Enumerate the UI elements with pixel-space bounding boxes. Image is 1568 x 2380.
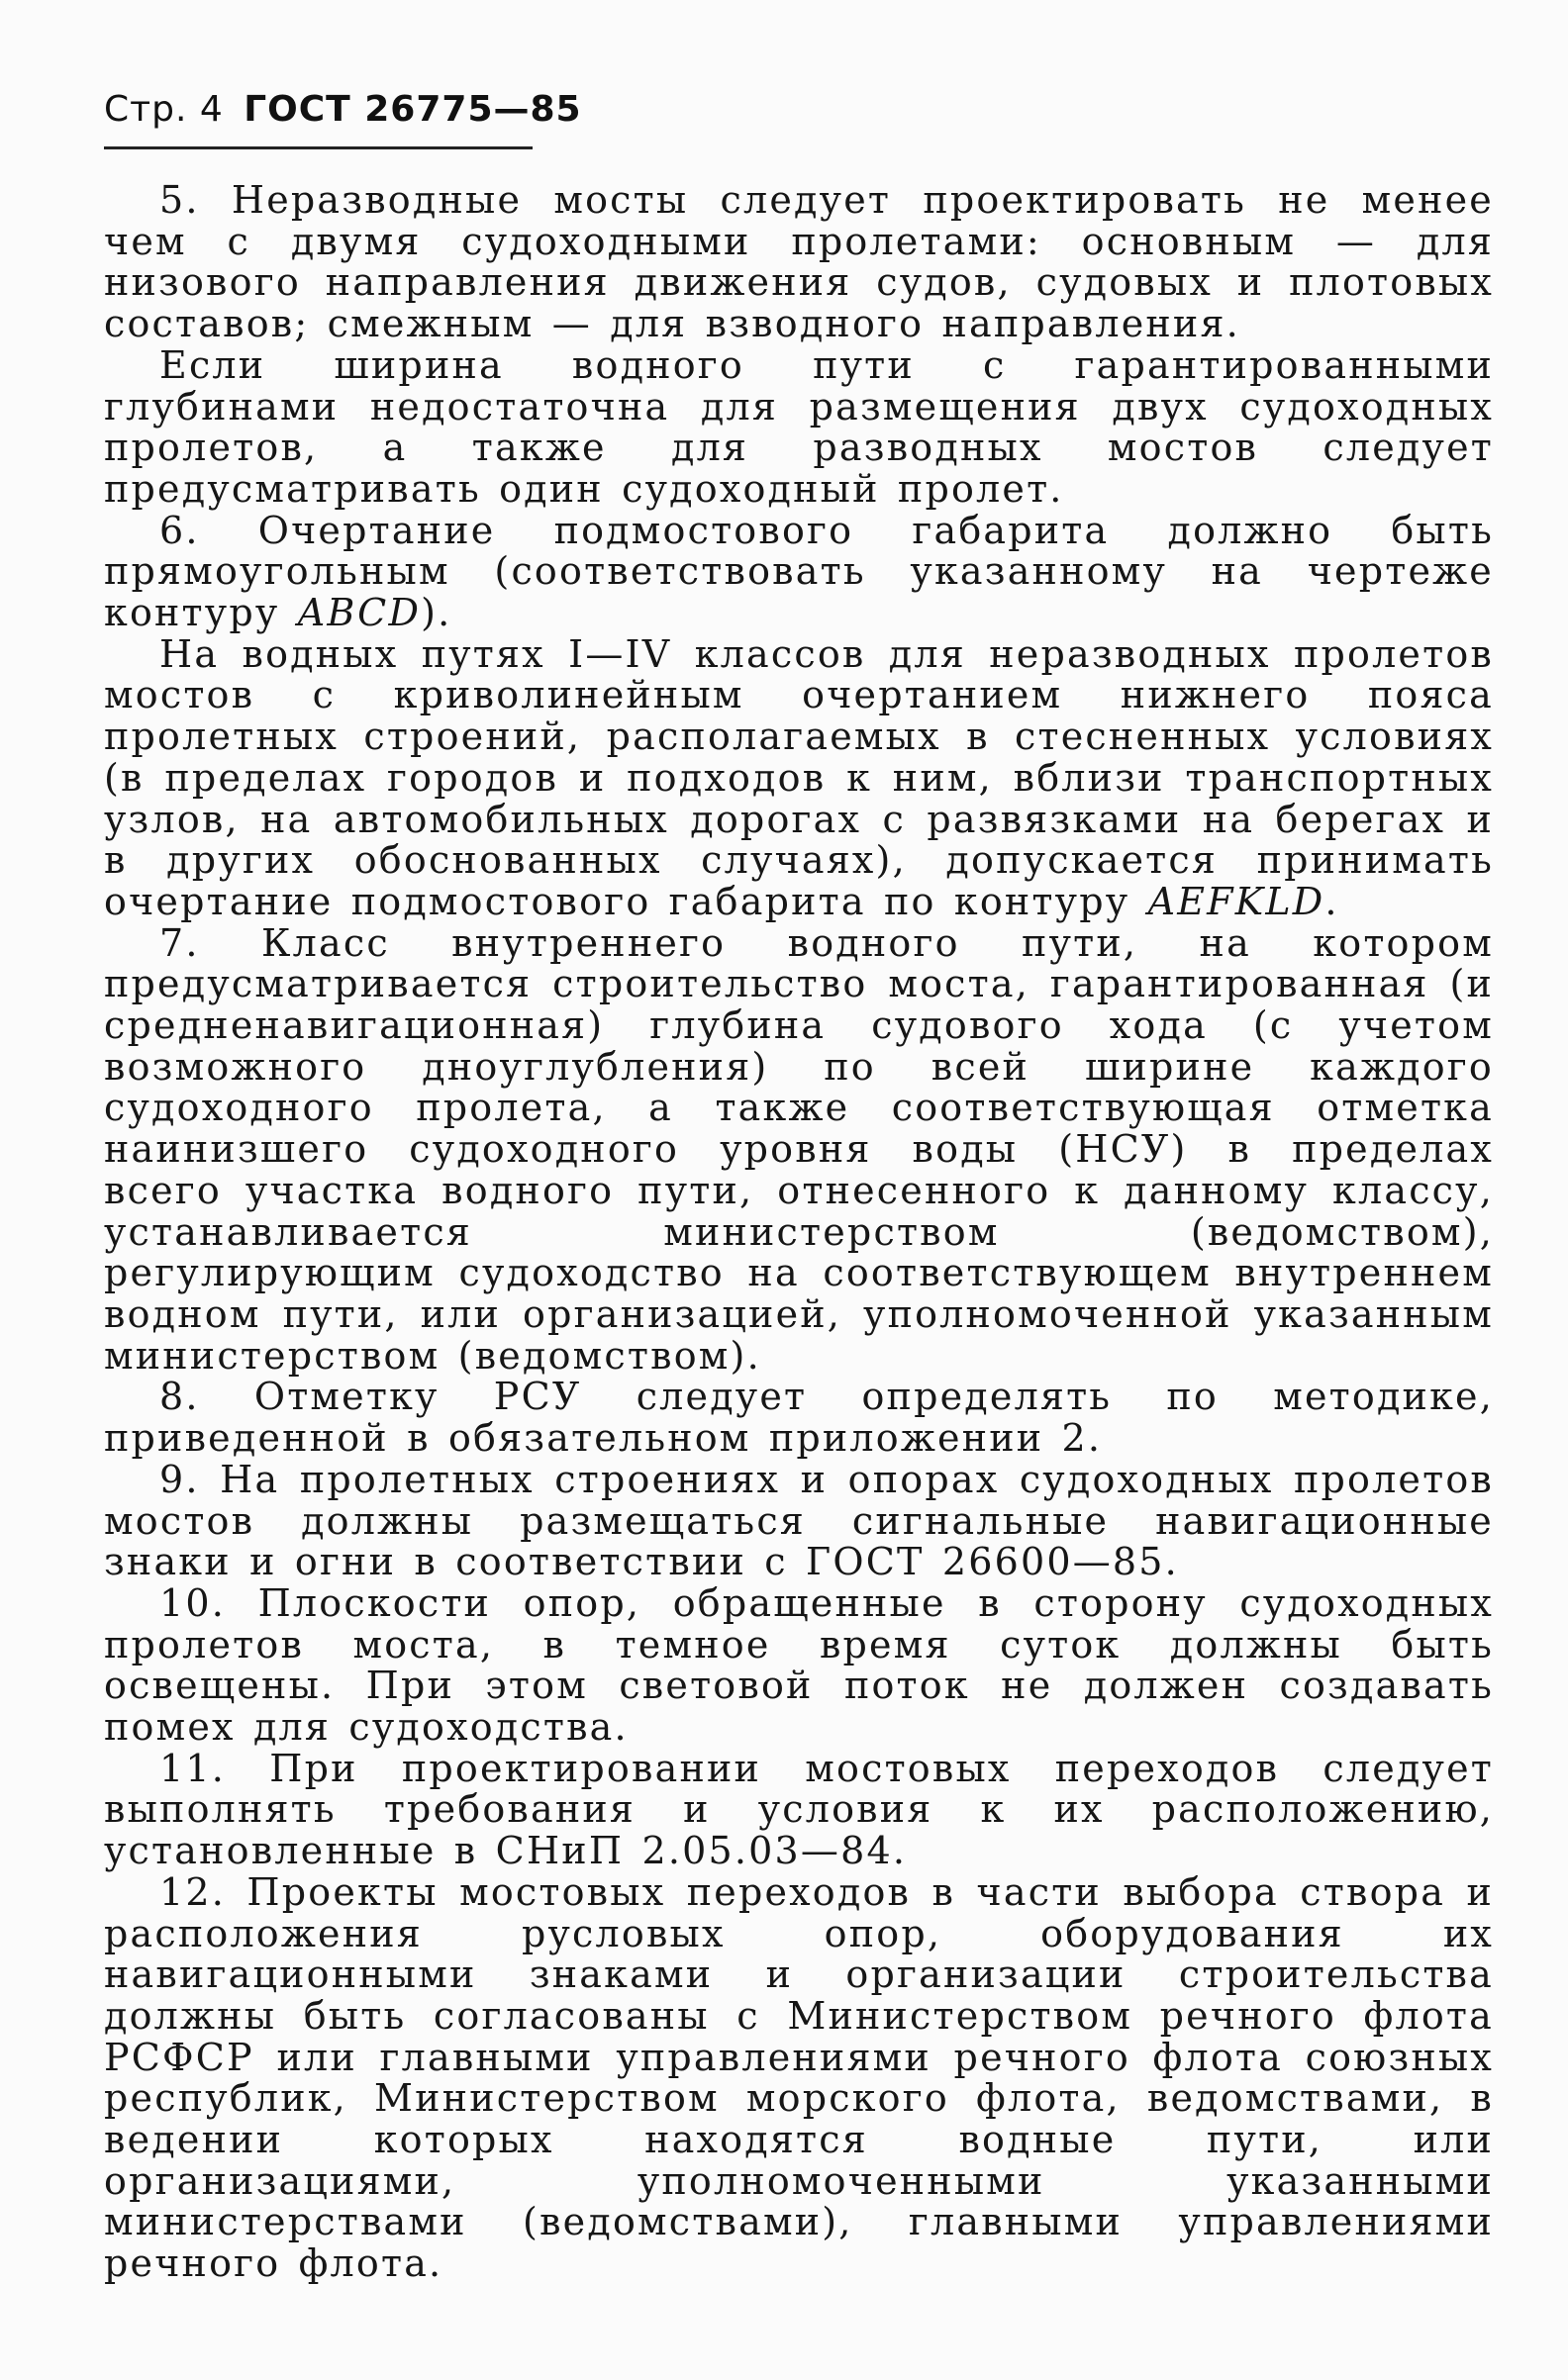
paragraph-text: Если ширина водного пути с гарантированными глубинами недостаточна для размещения двух судоходных пролетов, а также для разводных мостов следует предусматривать один судоходный пролет. — [104, 342, 1494, 511]
paragraph-text: 8. Отметку РСУ следует определять по методике, приведенной в обязательном приложении 2. — [104, 1375, 1494, 1461]
paragraph-text: 11. При проектировании мостовых переходов следует выполнять требования и условия к их расположению, установленные в СНиП 2.05.03—84. — [104, 1746, 1494, 1873]
header-rule — [104, 146, 533, 149]
paragraph-tail: ). — [421, 591, 452, 635]
document-body — [104, 180, 1494, 2285]
clause-8 — [104, 1377, 1494, 1459]
contour-label: ABCD — [297, 591, 422, 635]
paragraph-tail: . — [1324, 879, 1339, 923]
paragraph-text: 6. Очертание подмостового габарита должно быть прямоугольным (соответствовать указанному на чертеже контуру — [104, 508, 1494, 635]
clause-6-note — [104, 631, 1494, 923]
clause-12 — [104, 1869, 1494, 2286]
paragraph-text: 5. Неразводные мосты следует проектировать не менее чем с двумя судоходными пролетами: основным — для низового направления движения судов, судовых и плотовых составов; смежным — для взводного направления. — [104, 178, 1494, 346]
clause-9 — [104, 1457, 1494, 1584]
page-number-label: Стр. 4 — [104, 89, 224, 130]
page-header — [104, 89, 582, 130]
paragraph-text: 9. На пролетных строениях и опорах судоходных пролетов мостов должны размещаться сигнальные навигационные знаки и огни в соответствии с ГОСТ 26600—85. — [104, 1457, 1494, 1584]
contour-label: AEFKLD — [1147, 879, 1325, 923]
paragraph-text: 10. Плоскости опор, обращенные в сторону судоходных пролетов моста, в темное время суток должны быть освещены. При этом световой поток не должен создавать помех для судоходства. — [104, 1580, 1494, 1750]
clause-10 — [104, 1580, 1494, 1750]
clause-5-note — [104, 342, 1494, 511]
clause-5 — [104, 180, 1494, 345]
paragraph-text: На водных путях I—IV классов для неразводных пролетов мостов с криволинейным очертанием нижнего пояса пролетных строений, располагаемых в стесненных условиях (в пределах городов и подходов к ним, вблизи транспортных узлов, на автомобильных дорогах с развязками на берегах и в других обоснованных случаях), допускается принимать очертание подмостового габарита по контуру — [104, 631, 1494, 923]
clause-7 — [104, 920, 1494, 1378]
clause-11 — [104, 1746, 1494, 1873]
standard-designation: ГОСТ 26775—85 — [244, 89, 582, 130]
paragraph-text: 7. Класс внутреннего водного пути, на котором предусматривается строительство моста, гарантированная (и средненавигационная) глубина судового хода (с учетом возможного дноуглубления) по всей ширине каждого судоходного пролета, а также соответствующая отметка наинизшего судоходного уровня воды (НСУ) в пределах всего участка водного пути, отнесенного к данному классу, устанавливается министерством (ведомством), регулирующим судоходство на соответствующем внутреннем водном пути, или организацией, уполномоченной указанным министерством (ведомством). — [104, 920, 1494, 1378]
paragraph-text: 12. Проекты мостовых переходов в части выбора створа и расположения русловых опор, оборудования их навигационными знаками и организации строительства должны быть согласованы с Министерством речного флота РСФСР или главными управлениями речного флота союзных республик, Министерством морского флота, ведомствами, в ведении которых находятся водные пути, или организациями, уполномоченными указанными министерствами (ведомствами), главными управлениями речного флота. — [104, 1869, 1494, 2286]
clause-6 — [104, 508, 1494, 635]
